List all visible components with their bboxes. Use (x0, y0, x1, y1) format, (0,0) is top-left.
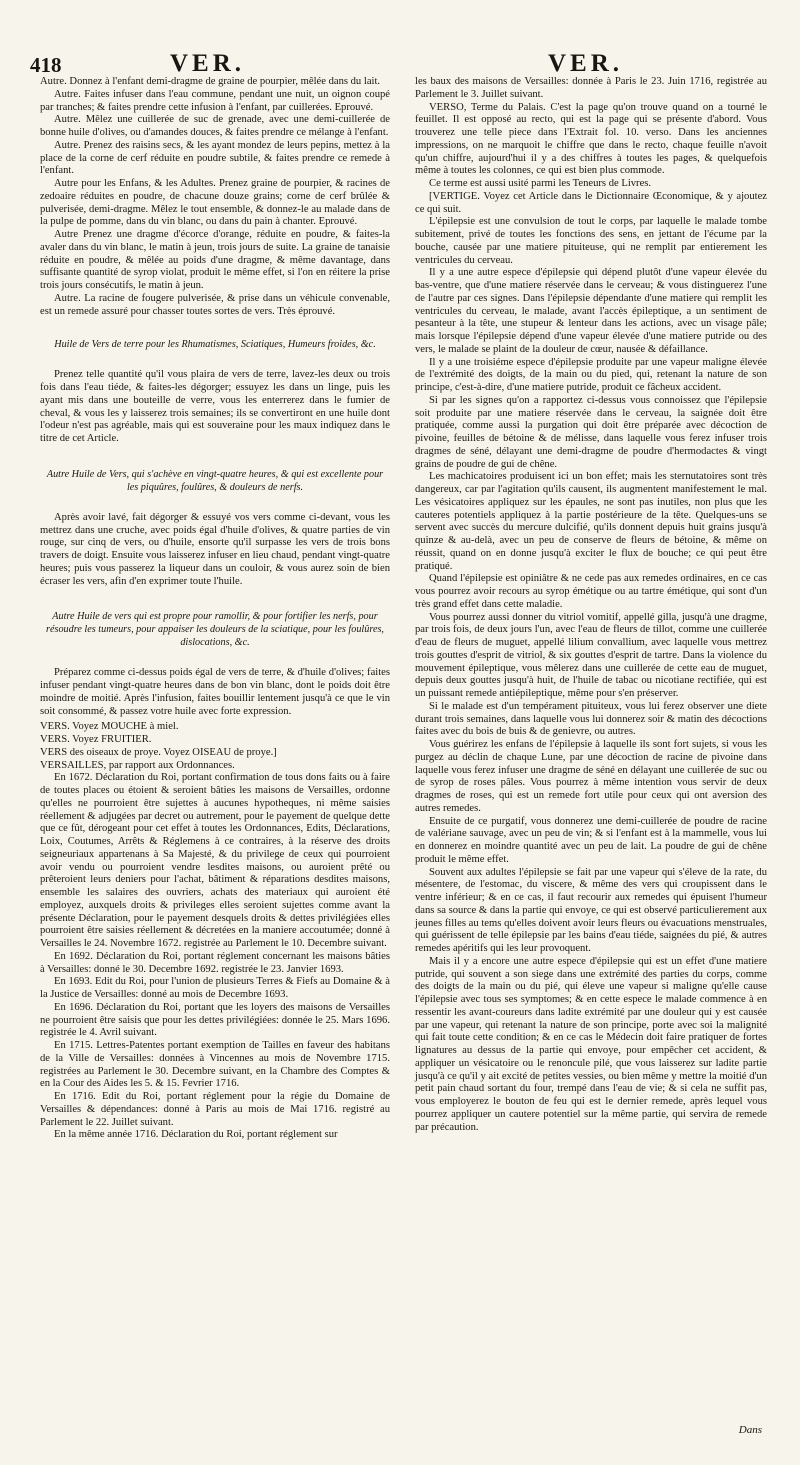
catchword: Dans (738, 1424, 762, 1436)
paragraph: VERSAILLES, par rapport aux Ordonnances. (40, 759, 235, 771)
running-head-left: VER. (170, 50, 246, 77)
paragraph: VERS des oiseaux de proye. Voyez OISEAU de proye.] (40, 746, 277, 758)
paragraph: VERS. Voyez MOUCHE à miel. (40, 721, 179, 733)
paragraph: Ce terme est aussi usité parmi les Teneurs de Livres. (429, 178, 652, 189)
paragraph: Autre. Faites infuser dans l'eau commune, pendant une nuit, un oignon coupé par tranches; & faites prendre cette infusion à l'enfant, par cuillerées. Eprouvé. (40, 88, 390, 113)
paragraph: Autre. Prenez des raisins secs, & les ayant mondez de leurs pepins, mettez à la place de la corne de cerf réduite en poudre subtile, & faites prendre ce remede à l'enfant. (40, 139, 390, 177)
paragraph: VERS. Voyez FRUITIER. (40, 734, 152, 745)
paragraph: Vous pourrez aussi donner du vitriol vomitif, appellé gilla, jusqu'à une dragme, par trois fois, de deux jours l'un, avec l'eau de fleurs de tillot, comme une cuillerée d'eau de fleurs de muguet, appellé lilium convallium, avec laquelle vous mettrez trois gouttes d'esprit de vitriol, & six gouttes d'esprit de tartre. Dans la violence du mouvement épileptique, vous mêlerez dans une cuillerée de cette eau de muguet, depuis deux gouttes jusqu'à huit, de l'huile de tabac ou nicotiane rectifiée, qui est un puissant remede antiépileptique, même pour s'en préserver. (415, 611, 767, 699)
section-heading: Huile de Vers de terre pour les Rhumatismes, Sciatiques, Humeurs froides, &c. (54, 339, 376, 351)
paragraph: En 1693. Edit du Roi, pour l'union de plusieurs Terres & Fiefs au Domaine & à la Justice de Versailles: donné au mois de Decembre 1693. (40, 976, 390, 1000)
paragraph: Si par les signes qu'on a rapportez ci-dessus vous connoissez que l'épilepsie soit produite par une matiere réservée dans le cerveau, la saignée doit être pratiquée, comme aussi la purgation qui doit être préparée avec décoction de pivoine, feuilles de bétoine & de mélisse, dans laquelle vous ferez infuser trois dragmes de séné, délayant une demi-dragme de poudre d'hermodactes & vingt grains de poudre de gui de chêne. (415, 394, 767, 470)
paragraph: En 1696. Déclaration du Roi, portant que les loyers des maisons de Versailles ne pourroient être saisis que pour les dettes privilégiées: donnée le 25. Mars 1696. registrée le 4. Avril suivant. (40, 1001, 390, 1039)
paragraph: En la même année 1716. Déclaration du Roi, portant réglement sur (54, 1129, 338, 1141)
paragraph: Ensuite de ce purgatif, vous donnerez une demi-cuillerée de poudre de racine de valériane sauvage, avec un peu de vin; & si l'enfant est à la mammelle, vous lui en donnerez en moindre quantité avec un peu de lait. La poudre de gui de chêne produit le même effet. (415, 815, 767, 865)
paragraph: Quand l'épilepsie est opiniâtre & ne cede pas aux remedes ordinaires, en ce cas vous pourrez avoir recours au syrop émétique ou au tartre émétique, qui sont d'un très grand effet dans cette maladie. (415, 573, 767, 610)
paragraph: Souvent aux adultes l'épilepsie se fait par une vapeur qui s'éleve de la rate, du mésentere, de l'estomac, du viscere, & même des vers qui croupissent dans le ventre inférieur; & en ce cas, il faut recourir aux remedes qui épuisent l'humeur dans sa source & dans la partie qui envoye, ce qui est observé particulierement aux jeunes filles au tems qu'elles doivent avoir leurs fleurs ou évacuations menstruales, qui guérissent de telle épilepsie par les bains d'eau tiéde, saignées du pié, & autres remedes apéritifs qui les leur provoquent. (415, 866, 767, 954)
paragraph: Autre pour les Enfans, & les Adultes. Prenez graine de pourpier, & racines de zedoaire réduites en poudre, de chacune douze grains; corne de cerf brûlée & pulverisée, demi-dragme. Mêlez le tout ensemble, & donnez-le au malade dans de la pulpe de pomme, dans du vin blanc, ou dans du pain à chanter. Eprouvé. (40, 178, 390, 228)
left-column (40, 76, 390, 1142)
paragraph: Il y a une autre espece d'épilepsie qui dépend plutôt d'une vapeur élevée du bas-ventre, que d'une matiere réservée dans le cerveau; & vous distinguerez l'une de l'autre par ces signes. Dans l'épilepsie dépendante d'une matiere qui remplit les ventricules du cerveau, le malade, avant l'accès épileptique, a un sentiment de pesanteur à la tête, une stupeur & lenteur dans les actions, avec un visage pâle; mais lorsque l'épilepsie dépend d'une vapeur élevée d'une matiere putride ou des vers, le malade se plaint de la douleur de cœur, nausée & défaillance. (415, 267, 767, 355)
paragraph: VERSO, Terme du Palais. C'est la page qu'on trouve quand on a tourné le feuillet. Il est opposé au recto, qui est la page qui se présente d'abord. Vous trouverez une telle piece dans l'Extrait fol. 10. verso. Dans les anciennes impressions, on ne marquoit le chiffre que dans le recto, chaque feuille n'avoit qu'un chiffre, aujourd'hui il y a des chiffres à toutes les pages, & quelquefois même à toutes les colonnes, ce qui est bien plus commode. (415, 101, 767, 177)
paragraph: Autre. Mêlez une cuillerée de suc de grenade, avec une demi-cuillerée de bonne huile d'olives, ou d'amandes douces, & faites prendre ce mélange à l'enfant. (40, 114, 390, 138)
paragraph: Après avoir lavé, fait dégorger & essuyé vos vers comme ci-devant, vous les mettrez dans une cruche, avec poids égal d'huile d'olives, & quatre parties de vin rouge, sur cinq de vers, ou d'huile, ensorte qu'il surpasse les vers de trois bons travers de doigt. Ensuite vous laisserez infuser en lieu chaud, pendant vingt-quatre heures; puis vous passerez la liqueur dans un couloir, & vous aurez soin de bien écraser les vers, afin d'en exprimer toute l'huile. (40, 511, 390, 587)
section-heading: Autre Huile de Vers, qui s'achève en vingt-quatre heures, & qui est excellente pour les piquûres, foulûres, & douleurs de nerfs. (46, 468, 384, 493)
paragraph: Autre. Donnez à l'enfant demi-dragme de graine de pourpier, mêlée dans du lait. (40, 76, 381, 87)
section-heading: Autre Huile de vers qui est propre pour ramollir, & pour fortifier les nerfs, pour résoudre les tumeurs, pour appaiser les douleurs de la sciatique, pour les foulûres, dislocations, &c. (46, 611, 384, 649)
paragraph: En 1692. Déclaration du Roi, portant réglement concernant les maisons bâties à Versailles: donné le 30. Decembre 1692. registrée le 23. Janvier 1693. (40, 950, 390, 975)
paragraph: les baux des maisons de Versailles: donnée à Paris le 23. Juin 1716, registrée au Parlement le 3. Juillet suivant. (415, 76, 767, 100)
paragraph: L'épilepsie est une convulsion de tout le corps, par laquelle le malade tombe subitement, privé de toutes les fonctions des sens, en jettant de l'écume par la bouche, causée par une matiere pituiteuse, qui ne remplit par entierement les ventricules du cerveau. (415, 216, 767, 266)
paragraph: Autre Prenez une dragme d'écorce d'orange, réduite en poudre, & faites-la avaler dans du vin blanc, le matin à jeun, trois jours de suite. La graine de tanaisie réduite en poudre, & mêlée au poids d'une dragme, & même davantage, dans suffisante quantité de syrop violat, produit le même effet, si l'on en réitere la prise trois jours consécutifs, le matin à jeun. (40, 229, 390, 291)
paragraph: Autre. La racine de fougere pulverisée, & prise dans un véhicule convenable, est un remede assuré pour chasser toutes sortes de vers. Très éprouvé. (40, 292, 390, 317)
paragraph: Vous guérirez les enfans de l'épilepsie à laquelle ils sont fort sujets, si vous les purgez au déclin de chaque Lune, par une décoction de racine de pivoine dans laquelle vous ferez infuser une dragme de séné en délayant une cuillerée de suc ou de syrop de roses pâles. Vous pourrez à même intention vous servir de deux dragmes de roses, qui est un remede fort utile pour ceux qui ont aversion des autres remedes. (415, 739, 767, 814)
paragraph: Préparez comme ci-dessus poids égal de vers de terre, & d'huile d'olives; faites infuser pendant vingt-quatre heures dans de bon vin blanc, dont le poids doit être moindre de moitié. Après l'infusion, faites bouillir lentement jusqu'à ce que le vin soit consommé, & passez votre huile avec forte expression. (40, 667, 390, 717)
paragraph: Prenez telle quantité qu'il vous plaira de vers de terre, lavez-les deux ou trois fois dans l'eau tiéde, & faites-les dégorger; essuyez les dans un linge, puis les ayant mis dans une bouteille de verre, vous les enterrerez dans le fumier de cheval, & vous les y laisserez trois semaines; ils se convertiront en une huile dont l'odeur n'est pas agréable, mais qui est souveraine pour les maux indiquez dans le titre de cet Article. (40, 369, 390, 444)
paragraph: Mais il y a encore une autre espece d'épilepsie qui est un effet d'une matiere putride, qui souvent a son siege dans une extrémité des parties du corps, comme des doigts de la main ou du pié, qui éleve une vapeur si maligne qu'elle cause l'épilepsie avec tous ses symptomes; & en cette espece le malade commence à en ressentir les avant-coureurs dans ladite extrémité par une douleur qui y est causée par une vapeur, qui retenant la nature de son principe, porte avec soi la malignité qui fait toute cette condition; & en ce cas le Médecin doit faire pratiquer de fortes lignatures au dessus de la partie qui envoye, pour empêcher cet accident, & appliquer un vésicatoire ou le renoncule pilé, que vous laisserez sur ladite partie jusqu'à ce qu'il y ait excité de petites vessies, ou bien même y mettre la moitié d'un petit pain chaud sortant du four, trempé dans l'eau de vie; & si cela ne suffit pas, vous employerez le bouton de feu qui est le dernier remede, après lequel vous pourrez appliquer un cautere potentiel sur la même partie, qui servira de remede par précaution. (415, 955, 767, 1133)
paragraph: Si le malade est d'un tempérament pituiteux, vous lui ferez observer une diete durant trois semaines, dans laquelle vous lui donnerez soir & matin des décoctions faites avec du bois de buis & de genievre, ou autres. (415, 700, 767, 738)
paragraph: Les machicatoires produisent ici un bon effet; mais les sternutatoires sont très dangereux, car par l'agitation qu'ils causent, ils augmentent manifestement le mal. Les vésicatoires appliquez sur les épaules, ne sont pas inutiles, non plus que les cauteres potentiels appliquez à la partie postérieure de la tête. Quelques-uns se servent avec succès du mercure dulcifié, qu'ils donnent depuis huit grains jusqu'à quinze & au-delà, avec un peu de conserve de fleurs de bétoine, & même on réussit, quand on en donne jusqu'à exciter le flux de bouche; ce qui peut être pratiqué. (415, 471, 767, 572)
paragraph: En 1715. Lettres-Patentes portant exemption de Tailles en faveur des habitans de la Ville de Versailles: données à Vincennes au mois de Novembre 1715. registrées au Parlement le 30. Decembre suivant, en la Chambre des Comptes & en la Cour des Aides les 5. & 15. Fevrier 1716. (40, 1040, 390, 1090)
right-column (415, 76, 767, 1134)
paragraph: En 1716. Edit du Roi, portant réglement pour la régie du Domaine de Versailles & dépendances: donné à Paris au mois de Mai 1716. registré au Parlement le 22. Juillet suivant. (40, 1091, 390, 1128)
running-head-right: VER. (548, 50, 624, 77)
paragraph: En 1672. Déclaration du Roi, portant confirmation de tous dons faits ou à faire de toutes places ou étoient & seroient bâties les maisons de Versailles, ordonne qu'elles ne pourroient être sujettes à aucunes hypotheques, ni même saisies réellement & adjugées par decret ou autrement, pour le payement de quelque dette que ce fût, dérogeant pour cet effet à toutes les Ordonnances, Edits, Déclarations, Loix, Coutumes, Arrêts & Réglemens à ce contraires, à la réserve des droits seigneuriaux appartenans à Sa Majesté, & du privilege de ceux qui pourroient avoir vendu ou pourroient vendre lesdites maisons, ou auroient prêté ou prêteroient leurs deniers pour l'achat, bâtiment & réparations desdites maisons, ensemble les salaires des ouvriers, achats des materiaux qui auroient été employez, auxquels droits & privileges elles seroient sujettes comme avant la présente Déclaration, pour le payement desquels droits & dettes privilégiées elles pourroient être saisies réellement & décretées en la maniere accoutumée; donné à Versailles le 24. Novembre 1672. registrée au Parlement le 10. Decembre suivant. (40, 772, 390, 949)
page-number: 418 (30, 53, 62, 77)
paragraph: Il y a une troisiéme espece d'épilepsie produite par une vapeur maligne élevée de l'extrémité des doigts, de la main ou du pied, qui, retenant la nature de son principe, c'est-à-dire, d'une matiere putride, produit ce fâcheux accident. (415, 356, 767, 393)
paragraph: [VERTIGE. Voyez cet Article dans le Dictionnaire Œconomique, & y ajoutez ce qui suit. (415, 190, 767, 215)
